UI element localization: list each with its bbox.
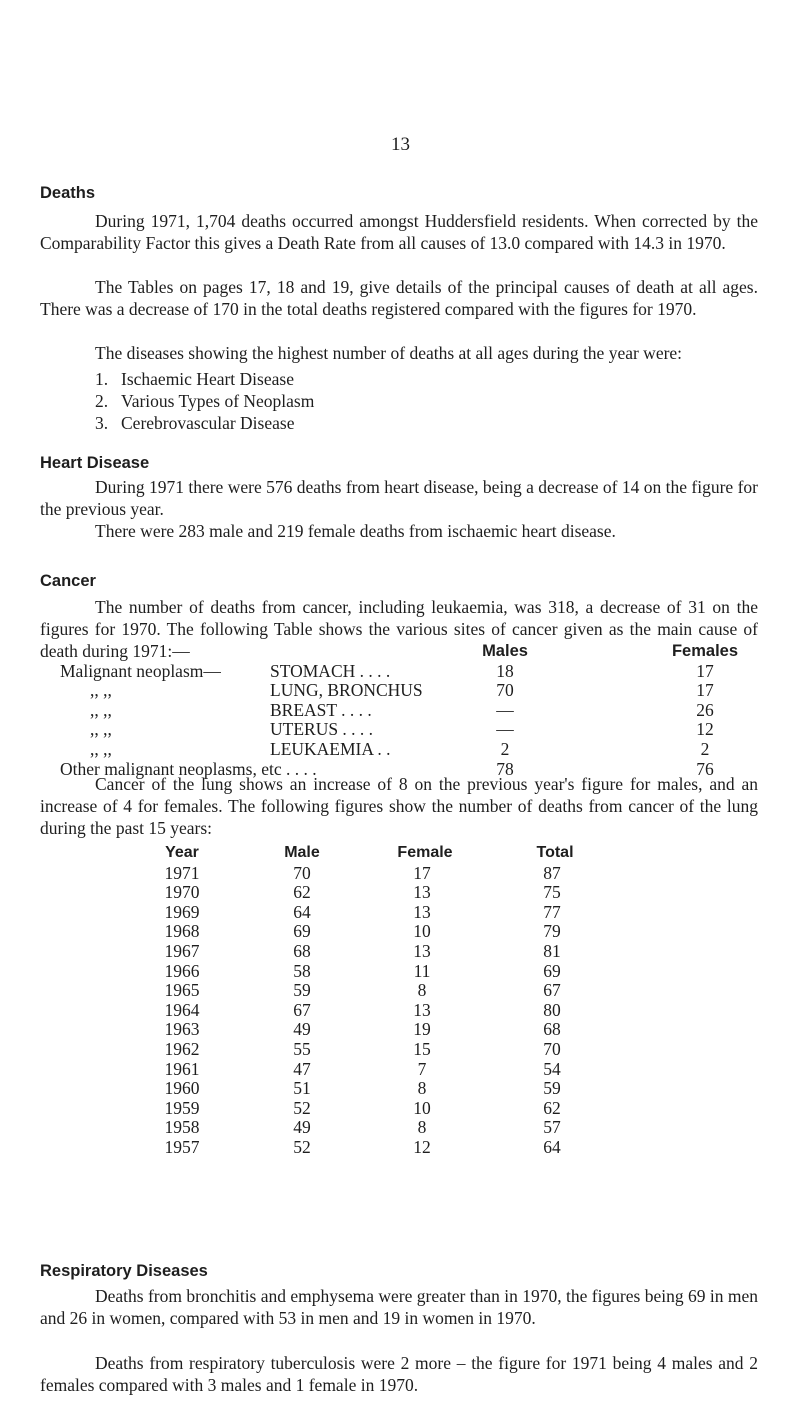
table-row: Other malignant neoplasms, etc . . . . 78 76 xyxy=(60,758,714,779)
cell-female: 8 xyxy=(417,1117,427,1138)
deaths-heading: Deaths xyxy=(40,184,96,202)
cell-total: 54 xyxy=(543,1058,561,1079)
cell-male: 49 xyxy=(293,1019,311,1040)
cell-male: 55 xyxy=(293,1038,311,1059)
table-row: ,, ,, UTERUS . . . . — 12 xyxy=(90,719,714,740)
cell-female: 13 xyxy=(413,901,431,922)
cell-female: 11 xyxy=(413,960,431,981)
cell-male: 47 xyxy=(293,1058,311,1079)
cell-female: 19 xyxy=(413,1019,431,1040)
lung-cancer-table xyxy=(150,842,670,1156)
cell-total: 80 xyxy=(543,999,561,1020)
cell-female: 15 xyxy=(413,1038,431,1059)
table-row xyxy=(150,979,670,999)
table-row xyxy=(150,862,670,882)
list-item: 3. Cerebrovascular Disease xyxy=(95,413,295,433)
cell-total: 59 xyxy=(543,1078,561,1099)
cell-year: 1961 xyxy=(164,1058,200,1079)
cell-female: 7 xyxy=(417,1058,427,1079)
table-row: ,, ,, LEUKAEMIA . . 2 2 xyxy=(90,738,710,759)
table-row xyxy=(150,940,670,960)
cell-year: 1963 xyxy=(164,1019,200,1040)
table-row xyxy=(150,881,670,901)
cell-total: 62 xyxy=(543,1097,561,1118)
cell-male: 62 xyxy=(293,882,311,903)
cell-total: 87 xyxy=(543,862,561,883)
deaths-paragraph-1: During 1971, 1,704 deaths occurred amongst Huddersfield residents. When corrected by the Comparability Factor this gives a Death Rate from all causes of 13.0 compared with 14.3 in 1970. xyxy=(40,211,758,253)
cell-male: 67 xyxy=(293,999,311,1020)
cell-total: 75 xyxy=(543,882,561,903)
cell-female: 13 xyxy=(413,882,431,903)
deaths-paragraph-2: The Tables on pages 17, 18 and 19, give details of the principal causes of death at all ages. There was a decrease of 170 in the total deaths registered compared with the figures for 1970. xyxy=(40,277,758,319)
cell-male: 51 xyxy=(293,1078,311,1099)
cancer-paragraph-1: The number of deaths from cancer, including leukaemia, was 318, a decrease of 31 on the figures for 1970. The following Table shows the various sites of cancer given as the main cause of death during 1971:— xyxy=(40,597,758,661)
cell-year: 1962 xyxy=(164,1038,200,1059)
respiratory-paragraph-1: Deaths from bronchitis and emphysema were greater than in 1970, the figures being 69 in men and 26 in women, compared with 53 in men and 19 in women in 1970. xyxy=(40,1286,758,1328)
cell-total: 79 xyxy=(543,921,561,942)
cell-female: 10 xyxy=(413,921,431,942)
cell-year: 1957 xyxy=(164,1136,200,1157)
table-row: ,, ,, BREAST . . . . — 26 xyxy=(90,699,714,720)
page-number: 13 xyxy=(391,134,410,155)
cell-year: 1969 xyxy=(164,901,200,922)
cell-total: 70 xyxy=(543,1038,561,1059)
table-row xyxy=(150,1077,670,1097)
table-row xyxy=(150,1136,670,1156)
heart-paragraph-2: There were 283 male and 219 female deaths from ischaemic heart disease. xyxy=(95,521,616,541)
cell-male: 59 xyxy=(293,980,311,1001)
cancer-paragraph-2: Cancer of the lung shows an increase of 8 on the previous year's figure for males, and an increase of 4 for females. The following figures show the number of deaths from cancer of the lung during the past 15 years: xyxy=(40,774,758,838)
deaths-paragraph-3: The diseases showing the highest number of deaths at all ages during the year were: xyxy=(95,343,683,363)
cell-total: 67 xyxy=(543,980,561,1001)
cell-year: 1970 xyxy=(164,882,200,903)
table-row xyxy=(150,960,670,980)
cell-year: 1960 xyxy=(164,1078,200,1099)
table-row xyxy=(150,901,670,921)
heart-paragraph-1: During 1971 there were 576 deaths from heart disease, being a decrease of 14 on the figure for the previous year. xyxy=(40,477,758,519)
cell-total: 64 xyxy=(543,1136,561,1157)
list-item: 2. Various Types of Neoplasm xyxy=(95,391,315,411)
table-header: Year Male Female Total xyxy=(165,844,574,861)
table-header: Males Females xyxy=(482,642,739,660)
cell-total: 81 xyxy=(543,940,561,961)
cell-female: 12 xyxy=(413,1136,431,1157)
cell-female: 17 xyxy=(413,862,431,883)
cell-female: 8 xyxy=(417,1078,427,1099)
table-row xyxy=(150,1097,670,1117)
table-row xyxy=(150,1018,670,1038)
cell-total: 77 xyxy=(543,901,561,922)
list-item: 1. Ischaemic Heart Disease xyxy=(95,369,294,389)
cell-year: 1971 xyxy=(164,862,200,883)
respiratory-paragraph-2: Deaths from respiratory tuberculosis were 2 more – the figure for 1971 being 4 males and 2 females compared with 3 males and 1 female in 1970. xyxy=(40,1353,758,1395)
cell-male: 68 xyxy=(293,940,311,961)
cell-male: 64 xyxy=(293,901,311,922)
cell-year: 1966 xyxy=(164,960,200,981)
cell-year: 1964 xyxy=(164,999,200,1020)
cell-male: 70 xyxy=(293,862,311,883)
cell-male: 49 xyxy=(293,1117,311,1138)
cell-year: 1965 xyxy=(164,980,200,1001)
cell-male: 52 xyxy=(293,1136,311,1157)
table-row: ,, ,, LUNG, BRONCHUS 70 17 xyxy=(90,680,714,701)
table-row xyxy=(150,999,670,1019)
table-row xyxy=(150,1038,670,1058)
cell-male: 58 xyxy=(293,960,311,981)
respiratory-heading: Respiratory Diseases xyxy=(40,1262,208,1280)
table-row xyxy=(150,1116,670,1136)
cancer-sites-table xyxy=(60,640,760,777)
cell-year: 1958 xyxy=(164,1117,200,1138)
table-row: Malignant neoplasm— STOMACH . . . . 18 17 xyxy=(60,660,714,681)
lung-table-body xyxy=(150,862,670,1156)
table-row xyxy=(150,920,670,940)
cell-female: 13 xyxy=(413,940,431,961)
cell-female: 10 xyxy=(413,1097,431,1118)
cell-female: 8 xyxy=(417,980,427,1001)
cell-year: 1967 xyxy=(164,940,200,961)
cell-total: 68 xyxy=(543,1019,561,1040)
cell-total: 57 xyxy=(543,1117,561,1138)
table-row xyxy=(150,1058,670,1078)
cell-male: 69 xyxy=(293,921,311,942)
cancer-heading: Cancer xyxy=(40,572,96,590)
heart-disease-heading: Heart Disease xyxy=(40,454,150,472)
cell-year: 1968 xyxy=(164,921,200,942)
cell-year: 1959 xyxy=(164,1097,200,1118)
cell-male: 52 xyxy=(293,1097,311,1118)
cell-female: 13 xyxy=(413,999,431,1020)
cell-total: 69 xyxy=(543,960,561,981)
